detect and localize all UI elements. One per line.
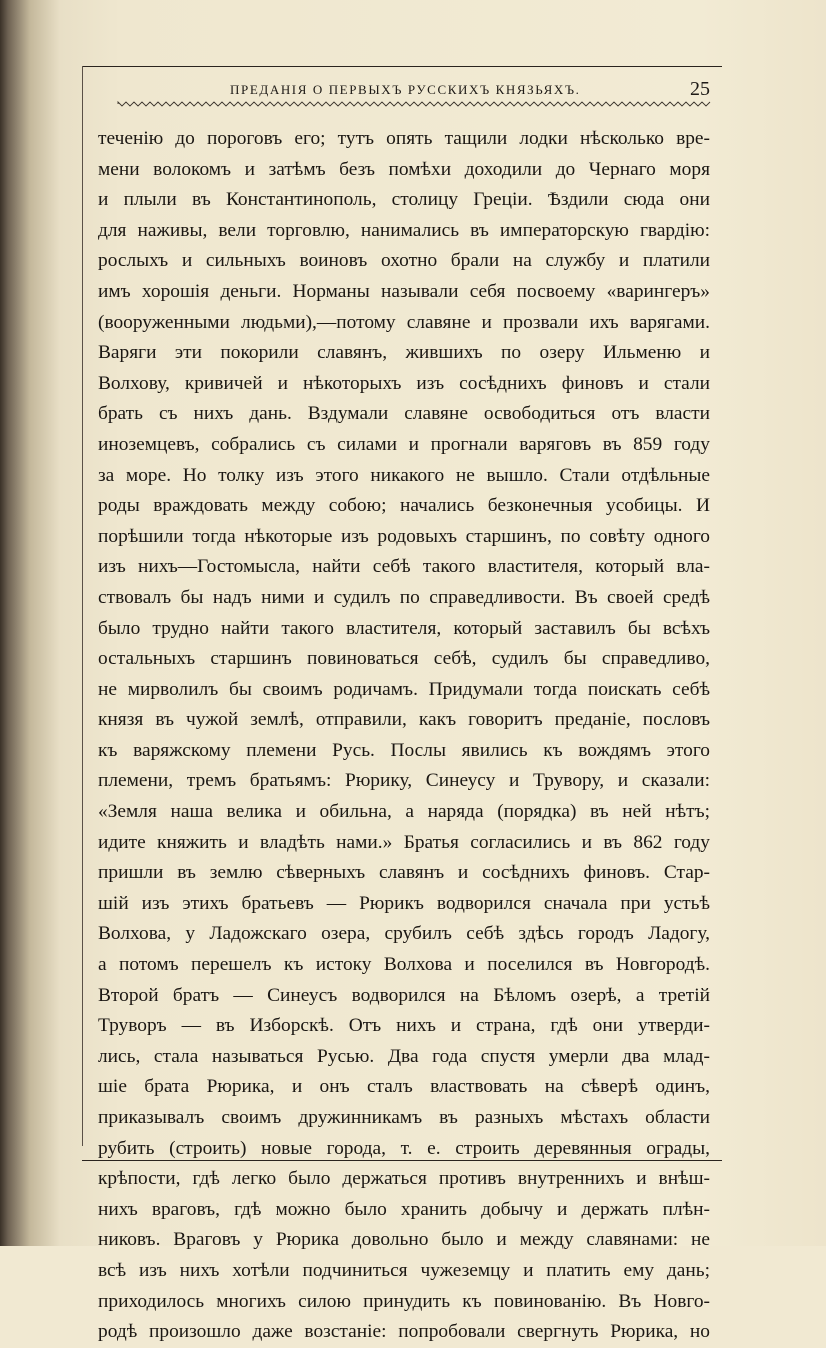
text-line: рослыхъ и сильныхъ воиновъ охотно брали на службу и платили [98, 250, 710, 272]
text-line: и плыли въ Константинополь, столицу Греціи. Ѣздили сюда они [98, 189, 710, 211]
text-line: «Земля наша велика и обильна, а наряда (порядка) въ ней нѣтъ; [98, 801, 710, 823]
text-line: ствовалъ бы надъ ними и судилъ по справедливости. Въ своей средѣ [98, 586, 710, 608]
text-line: родѣ произошло даже возстаніе: попробовали свергнуть Рюрика, но [98, 1321, 710, 1343]
text-line: Труворъ — въ Изборскѣ. Отъ нихъ и страна, гдѣ они утверди- [98, 1015, 710, 1037]
text-line: племени, тремъ братьямъ: Рюрику, Синеусу и Трувору, и сказали: [98, 770, 710, 792]
page-number: 25 [690, 78, 710, 100]
text-line: пришли въ землю сѣверныхъ славянъ и сосѣднихъ финовъ. Стар- [98, 862, 710, 884]
text-line: роды враждовать между собою; начались безконечныя усобицы. И [98, 495, 710, 517]
text-line: приходилось многихъ силою принудить къ повинованію. Въ Новго- [98, 1290, 710, 1312]
text-line: теченію до пороговъ его; тутъ опять тащили лодки нѣсколько вре- [98, 128, 710, 149]
wavy-ornament-rule [118, 100, 710, 108]
text-line: (вооруженными людьми),—потому славяне и прозвали ихъ варягами. [98, 311, 710, 333]
running-title: ПРЕДАНІЯ О ПЕРВЫХЪ РУССКИХЪ КНЯЗЬЯХЪ. [230, 82, 581, 97]
text-line: брать съ нихъ дань. Вздумали славяне освободиться отъ власти [98, 403, 710, 425]
text-line: иноземцевъ, собрались съ силами и прогнали варяговъ въ 859 году [98, 433, 710, 455]
text-line: для наживы, вели торговлю, нанимались въ императорскую гвардію: [98, 219, 710, 241]
body-text [98, 124, 710, 1348]
top-rule [82, 66, 722, 67]
running-head [90, 78, 720, 102]
text-line: шій изъ этихъ братьевъ — Рюрикъ водворился сначала при устьѣ [98, 892, 710, 914]
text-line: было трудно найти такого властителя, который заставилъ бы всѣхъ [98, 617, 710, 639]
text-line: порѣшили тогда нѣкоторые изъ родовыхъ старшинъ, по совѣту одного [98, 525, 710, 547]
text-line: а потомъ перешелъ къ истоку Волхова и поселился въ Новгородѣ. [98, 954, 710, 976]
text-line: имъ хорошія деньги. Норманы называли себя посвоему «варингеръ» [98, 280, 710, 302]
text-line: шіе брата Рюрика, и онъ сталъ властвовать на сѣверѣ одинъ, [98, 1076, 710, 1098]
text-line: приказывалъ своимъ дружинникамъ въ разныхъ мѣстахъ области [98, 1107, 710, 1128]
text-line: Волхову, кривичей и нѣкоторыхъ изъ сосѣднихъ финовъ и стали [98, 372, 710, 394]
text-line: идите княжить и владѣть нами.» Братья согласились и въ 862 году [98, 831, 710, 853]
bottom-rule [82, 1160, 722, 1161]
text-line: князя въ чужой землѣ, отправили, какъ говоритъ преданіе, пословъ [98, 709, 710, 731]
text-line: изъ нихъ—Гостомысла, найти себѣ такого властителя, который вла- [98, 556, 710, 578]
text-line: крѣпости, гдѣ легко было держаться противъ внутреннихъ и внѣш- [98, 1168, 710, 1190]
text-line: мени волокомъ и затѣмъ безъ помѣхи доходили до Чернаго моря [98, 158, 710, 180]
text-line: остальныхъ старшинъ повиноваться себѣ, судилъ бы справедливо, [98, 648, 710, 670]
text-line: всѣ изъ нихъ хотѣли подчиниться чужеземцу и платить ему дань; [98, 1259, 710, 1281]
text-line: Второй братъ — Синеусъ водворился на Бѣломъ озерѣ, а третій [98, 984, 710, 1006]
text-line: за море. Но толку изъ этого никакого не вышло. Стали отдѣльные [98, 464, 710, 486]
text-line: Варяги эти покорили славянъ, жившихъ по озеру Ильменю и [98, 342, 710, 364]
text-line: не мирволилъ бы своимъ родичамъ. Придумали тогда поискать себѣ [98, 678, 710, 700]
text-line: рубить (строить) новые города, т. е. строить деревянныя ограды, [98, 1137, 710, 1159]
text-line: лись, стала называться Русью. Два года спустя умерли два млад- [98, 1045, 710, 1067]
text-line: нихъ враговъ, гдѣ можно было хранить добычу и держать плѣн- [98, 1198, 710, 1220]
text-line: Волхова, у Ладожскаго озера, срубилъ себѣ здѣсь городъ Ладогу, [98, 923, 710, 945]
left-margin-rule [82, 66, 83, 1146]
text-line: къ варяжскому племени Русь. Послы явились къ вождямъ этого [98, 739, 710, 761]
text-line: никовъ. Враговъ у Рюрика довольно было и между славянами: не [98, 1229, 710, 1251]
